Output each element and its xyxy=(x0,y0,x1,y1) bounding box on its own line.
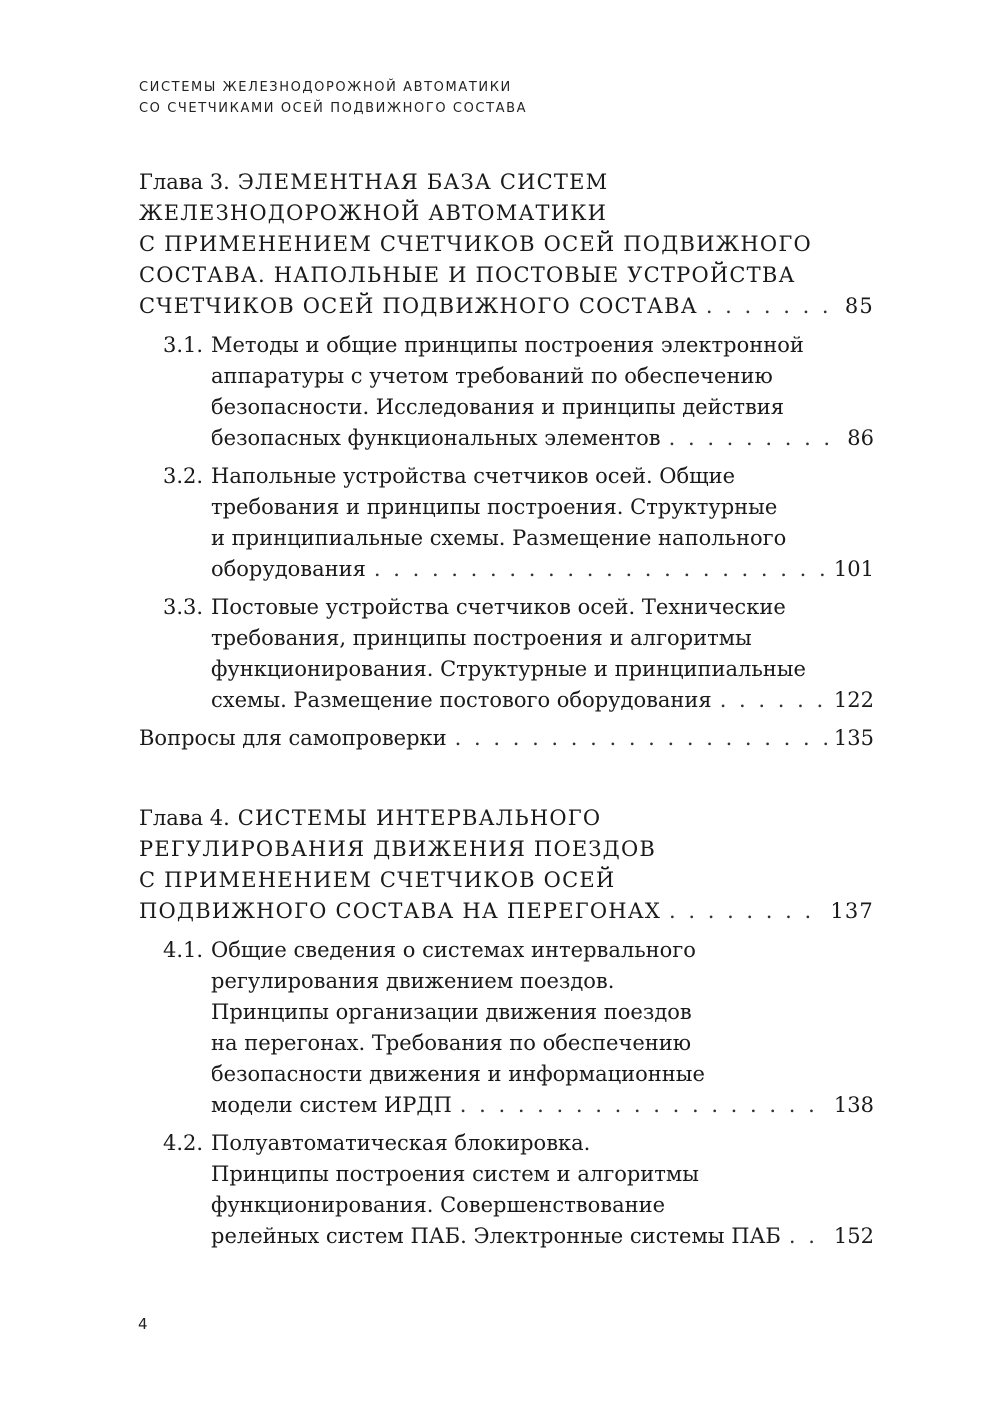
section-title-text: требования, принципы построения и алгоритмы xyxy=(211,626,752,650)
chapter-title-text: ЭЛЕМЕНТНАЯ БАЗА СИСТЕМ xyxy=(237,170,609,194)
section-title-line xyxy=(211,1221,874,1252)
section-title-line xyxy=(211,554,874,585)
chapter-title-line xyxy=(139,198,874,229)
page-number: 152 xyxy=(833,1224,874,1248)
section-title-text: Общие сведения о системах интервального xyxy=(211,938,696,962)
page-number: 86 xyxy=(847,426,874,450)
questions-label: Вопросы для самопроверки xyxy=(139,726,447,750)
section-title-text: Принципы организации движения поездов xyxy=(211,1000,692,1024)
section-title-line xyxy=(211,492,874,523)
section-title-line xyxy=(211,1159,874,1190)
section-title-text: Методы и общие принципы построения электронной xyxy=(211,333,804,357)
section-title-line xyxy=(211,461,874,492)
section-title-line xyxy=(211,1059,874,1090)
chapter-title-line xyxy=(139,291,874,322)
chapter-title-line xyxy=(139,229,874,260)
chapter-gap xyxy=(139,754,874,803)
section-title-line xyxy=(211,523,874,554)
section-title-line xyxy=(211,330,874,361)
section-title-line xyxy=(211,361,874,392)
running-head-line-2: СО СЧЕТЧИКАМИ ОСЕЙ ПОДВИЖНОГО СОСТАВА xyxy=(139,101,528,116)
section-title-text: функционирования. Структурные и принципиальные xyxy=(211,657,806,681)
table-of-contents xyxy=(139,167,874,1259)
chapter-title-line xyxy=(139,834,874,865)
section-number: 4.1. xyxy=(163,938,204,962)
section-title-text: требования и принципы построения. Структурные xyxy=(211,495,778,519)
section-title-text: регулирования движением поездов. xyxy=(211,969,615,993)
chapter-title-line xyxy=(139,896,874,927)
page-number: 122 xyxy=(833,688,874,712)
section-title-line xyxy=(211,392,874,423)
section-title-line xyxy=(211,1190,874,1221)
section-title-text: Принципы построения систем и алгоритмы xyxy=(211,1162,699,1186)
section-title-text: аппаратуры с учетом требований по обеспечению xyxy=(211,364,773,388)
dot-leader xyxy=(720,685,828,716)
section-title-line xyxy=(211,592,874,623)
section-title-text: функционирования. Совершенствование xyxy=(211,1193,666,1217)
section-title-text: на перегонах. Требования по обеспечению xyxy=(211,1031,692,1055)
chapter-title-text: ПОДВИЖНОГО СОСТАВА НА ПЕРЕГОНАХ xyxy=(139,899,662,923)
page-number: 101 xyxy=(833,557,874,581)
section-title-text: модели систем ИРДП xyxy=(211,1093,452,1117)
section-title-line xyxy=(211,997,874,1028)
section-title-line xyxy=(211,1128,874,1159)
page-number: 137 xyxy=(830,899,874,923)
chapter-title-line xyxy=(139,803,874,834)
section-title-line xyxy=(211,1028,874,1059)
section-title-text: безопасных функциональных элементов xyxy=(211,426,661,450)
section-title-line xyxy=(211,623,874,654)
section-title-text: безопасности движения и информационные xyxy=(211,1062,705,1086)
section-title-line xyxy=(211,1090,874,1121)
section-title-line xyxy=(211,654,874,685)
section-number: 4.2. xyxy=(163,1131,204,1155)
section-number: 3.2. xyxy=(163,464,204,488)
toc-chapter-4[interactable] xyxy=(139,803,874,927)
section-title-line xyxy=(211,423,874,454)
section-title-text: Полуавтоматическая блокировка. xyxy=(211,1131,591,1155)
chapter-title-line xyxy=(139,865,874,896)
dot-leader xyxy=(374,554,828,585)
toc-section-3-2[interactable] xyxy=(139,461,874,585)
folio-page-number: 4 xyxy=(138,1315,148,1333)
section-number: 3.1. xyxy=(163,333,204,357)
page-number: 138 xyxy=(833,1093,874,1117)
section-title-line xyxy=(211,935,874,966)
page-number: 135 xyxy=(833,726,874,750)
section-title-text: Постовые устройства счетчиков осей. Технические xyxy=(211,595,786,619)
toc-section-3-1[interactable] xyxy=(139,330,874,454)
section-title-text: схемы. Размещение постового оборудования xyxy=(211,688,712,712)
section-title-text: оборудования xyxy=(211,557,366,581)
chapter-title-text: ЖЕЛЕЗНОДОРОЖНОЙ АВТОМАТИКИ xyxy=(139,201,608,225)
section-title-line xyxy=(211,966,874,997)
toc-chapter-3[interactable] xyxy=(139,167,874,322)
chapter-title-text: РЕГУЛИРОВАНИЯ ДВИЖЕНИЯ ПОЕЗДОВ xyxy=(139,837,656,861)
dot-leader xyxy=(669,423,842,454)
chapter-label: Глава 3. xyxy=(139,170,230,194)
dot-leader xyxy=(669,896,824,927)
section-title-text: и принципиальные схемы. Размещение напольного xyxy=(211,526,787,550)
toc-section-4-2[interactable] xyxy=(139,1128,874,1252)
running-head-line-1: СИСТЕМЫ ЖЕЛЕЗНОДОРОЖНОЙ АВТОМАТИКИ xyxy=(139,80,512,95)
chapter-title-text: СИСТЕМЫ ИНТЕРВАЛЬНОГО xyxy=(237,806,602,830)
chapter-title-text: С ПРИМЕНЕНИЕМ СЧЕТЧИКОВ ОСЕЙ xyxy=(139,868,616,892)
chapter-title-text: СОСТАВА. НАПОЛЬНЫЕ И ПОСТОВЫЕ УСТРОЙСТВА xyxy=(139,263,796,287)
toc-section-3-3[interactable] xyxy=(139,592,874,716)
section-title-text: Напольные устройства счетчиков осей. Общие xyxy=(211,464,736,488)
chapter-label: Глава 4. xyxy=(139,806,230,830)
chapter-title-text: СЧЕТЧИКОВ ОСЕЙ ПОДВИЖНОГО СОСТАВА xyxy=(139,294,698,318)
dot-leader xyxy=(789,1221,828,1252)
section-title-text: релейных систем ПАБ. Электронные системы ПАБ xyxy=(211,1224,781,1248)
section-title-line xyxy=(211,685,874,716)
dot-leader xyxy=(460,1090,828,1121)
section-number: 3.3. xyxy=(163,595,204,619)
dot-leader xyxy=(706,291,839,322)
running-head xyxy=(139,77,527,119)
chapter-title-text: С ПРИМЕНЕНИЕМ СЧЕТЧИКОВ ОСЕЙ ПОДВИЖНОГО xyxy=(139,232,812,256)
section-title-text: безопасности. Исследования и принципы действия xyxy=(211,395,785,419)
chapter-title-line xyxy=(139,260,874,291)
toc-section-4-1[interactable] xyxy=(139,935,874,1121)
toc-questions[interactable] xyxy=(139,723,874,754)
dot-leader xyxy=(455,723,828,754)
page-number: 85 xyxy=(844,294,874,318)
chapter-title-line xyxy=(139,167,874,198)
